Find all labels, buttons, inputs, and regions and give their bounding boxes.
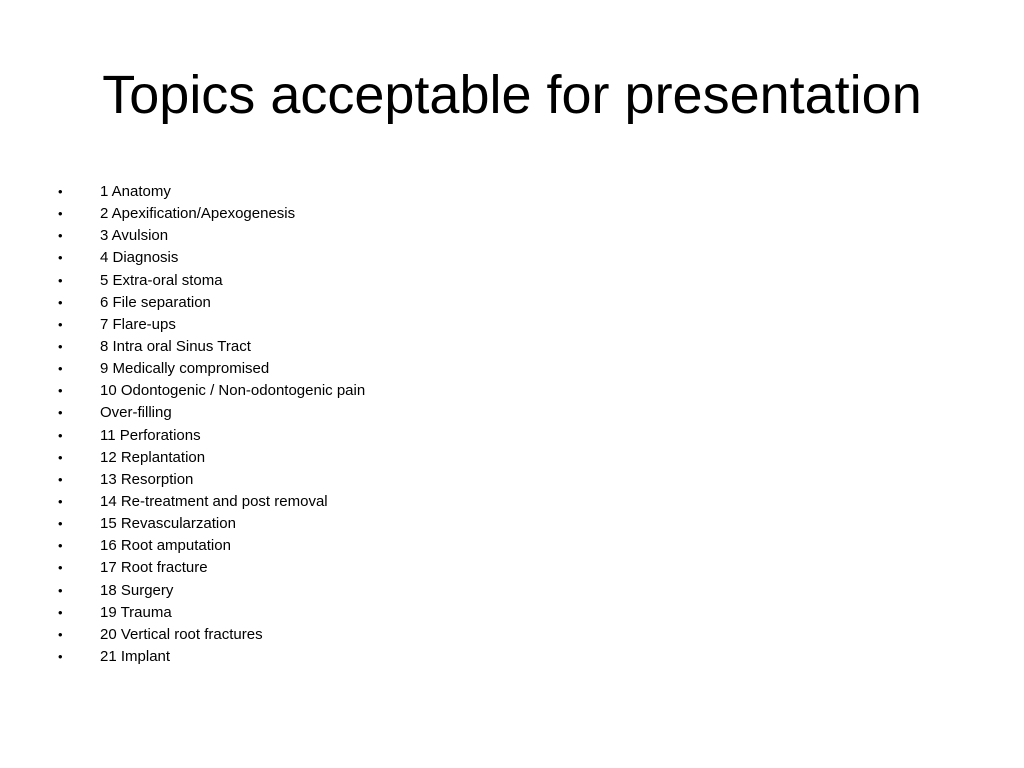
bullet-icon: • (58, 648, 63, 664)
topic-text: 5 Extra-oral stoma (100, 271, 223, 289)
topic-text: 14 Re-treatment and post removal (100, 492, 328, 510)
topic-item (58, 469, 365, 491)
topic-text: 15 Revascularzation (100, 515, 236, 533)
bullet-icon: • (58, 228, 63, 244)
topic-item (58, 447, 365, 469)
bullet-icon: • (58, 250, 63, 266)
bullet-icon: • (58, 516, 63, 532)
topic-text: 11 Perforations (100, 426, 201, 444)
topic-text: 10 Odontogenic / Non-odontogenic pain (100, 382, 366, 400)
bullet-icon: • (58, 449, 63, 465)
topic-text: 1 Anatomy (100, 183, 171, 200)
topic-item (58, 380, 365, 402)
topic-item (58, 491, 365, 513)
bullet-icon: • (58, 383, 63, 399)
topic-text: Over-filling (100, 404, 172, 422)
topic-item (58, 203, 365, 225)
topic-item (58, 580, 365, 602)
topic-text: 3 Avulsion (100, 227, 169, 245)
topic-item (58, 624, 365, 646)
topic-text: 19 Trauma (100, 603, 172, 621)
topic-text: 21 Implant (100, 647, 171, 665)
topic-item (58, 225, 365, 247)
bullet-icon: • (58, 316, 63, 332)
topic-item (58, 557, 365, 579)
topic-text: 7 Flare-ups (100, 315, 176, 333)
bullet-icon: • (58, 626, 63, 642)
topic-item (58, 602, 365, 624)
topic-text: 12 Replantation (100, 448, 206, 466)
topic-item (58, 646, 365, 668)
bullet-icon: • (58, 184, 63, 199)
topic-item (58, 270, 365, 292)
topic-text: 6 File separation (100, 293, 211, 311)
topic-item (58, 425, 365, 447)
bullet-icon: • (58, 582, 63, 598)
bullet-icon: • (58, 493, 63, 509)
topic-item (58, 402, 365, 424)
topic-text: 13 Resorption (100, 470, 194, 488)
topic-item (58, 181, 365, 203)
topic-item (58, 247, 365, 269)
bullet-icon: • (58, 338, 63, 354)
topic-text: 2 Apexification/Apexogenesis (100, 205, 296, 223)
topic-text: 17 Root fracture (100, 559, 208, 577)
bullet-icon: • (58, 405, 63, 421)
topic-item (58, 336, 365, 358)
bullet-icon: • (58, 206, 63, 222)
topic-item (58, 314, 365, 336)
topic-item (58, 292, 365, 314)
topic-text: 8 Intra oral Sinus Tract (100, 337, 251, 355)
bullet-icon: • (58, 560, 63, 576)
bullet-icon: • (58, 427, 63, 443)
topic-text: 18 Surgery (100, 581, 174, 599)
bullet-icon: • (58, 538, 63, 554)
topic-list (58, 181, 365, 668)
topic-text: 20 Vertical root fractures (100, 625, 263, 643)
topic-item (58, 535, 365, 557)
topic-item (58, 513, 365, 535)
topic-text: 4 Diagnosis (100, 249, 179, 267)
topic-text: 16 Root amputation (100, 537, 231, 555)
bullet-icon: • (58, 471, 63, 487)
bullet-icon: • (58, 604, 63, 620)
bullet-icon: • (58, 294, 63, 310)
bullet-icon: • (58, 361, 63, 377)
slide-title: Topics acceptable for presentation (102, 65, 922, 125)
topic-text: 9 Medically compromised (100, 360, 270, 378)
bullet-icon: • (58, 272, 63, 288)
topic-item (58, 358, 365, 380)
